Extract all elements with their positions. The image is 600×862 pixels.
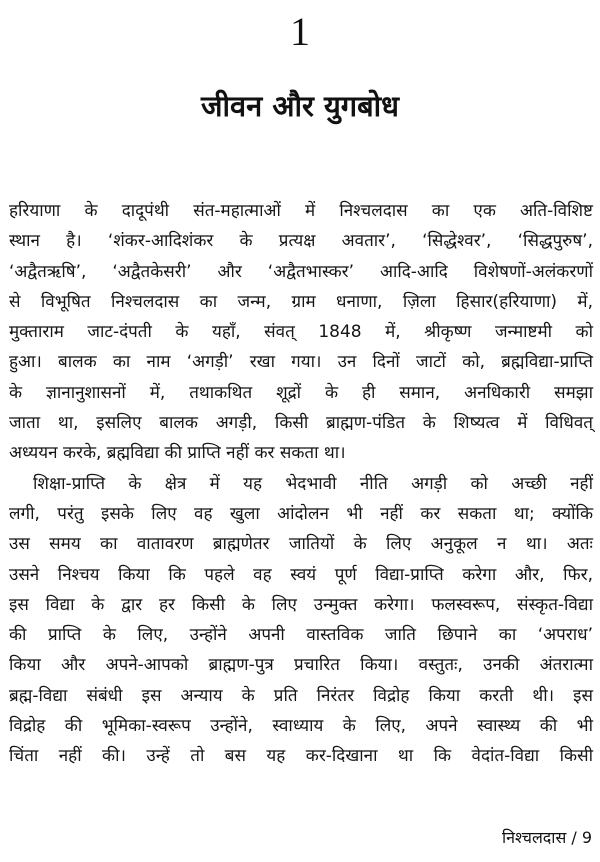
text-line: हरियाणा के दादूपंथी संत-महात्माओं में निश्चलदास का एक अति-विशिष्ट	[9, 201, 593, 221]
text-line: से विभूषित निश्चलदास का जन्म, ग्राम धनाणा, ज़िला हिसार(हरियाणा) में,	[9, 291, 593, 312]
text-line: की प्राप्ति के लिए, उन्होंने अपनी वास्तविक जाति छिपाने का ‘अपराध’	[9, 625, 593, 646]
text-line: विद्रोह की भूमिका-स्वरूप उन्होंने, स्वाध्याय के लिए, अपने स्वास्थ्य की भी	[9, 716, 593, 737]
text-line: इस विद्या के द्वार हर किसी के लिए उन्मुक्त करेगा। फलस्वरूप, संस्कृत-विद्या	[9, 594, 593, 615]
text-line: अध्ययन करके, ब्रह्मविद्या की प्राप्ति नहीं कर सकता था।	[9, 443, 346, 464]
text-line: हुआ। बालक का नाम ‘अगड़ी’ रखा गया। उन दिनों जाटों को, ब्रह्मविद्या-प्राप्ति	[9, 352, 593, 373]
text-line: उस समय का वातावरण ब्राह्मणेतर जातियों के लिए अनुकूल न था। अतः	[9, 534, 593, 555]
text-line: ‘अद्वैतऋषि’, ‘अद्वैतकेसरी’ और ‘अद्वैतभास्कर’ आदि-आदि विशेषणों-अलंकरणों	[9, 261, 593, 282]
text-line: मुक्ताराम जाट-दंपती के यहाँ, संवत् 1848 में, श्रीकृष्ण जन्माष्टमी को	[9, 322, 593, 343]
text-line: उसने निश्चय किया कि पहले वह स्वयं पूर्ण विद्या-प्राप्ति करेगा और, फिर,	[9, 564, 593, 585]
paragraph-2	[9, 469, 593, 772]
text-line: किया और अपने-आपको ब्राह्मण-पुत्र प्रचारित किया। वस्तुतः, उनकी अंतरात्मा	[9, 655, 593, 676]
body-text	[9, 196, 593, 772]
text-line: के ज्ञानानुशासनों में, तथाकथित शूद्रों के ही समान, अनधिकारी समझा	[9, 382, 593, 403]
text-line: स्थान है। ‘शंकर-आदिशंकर के प्रत्यक्ष अवतार’, ‘सिद्धेश्वर’, ‘सिद्धपुरुष’,	[9, 231, 593, 252]
text-line: चिंता नहीं की। उन्हें तो बस यह कर-दिखाना था कि वेदांत-विद्या किसी	[9, 746, 593, 767]
text-line: ब्रह्म-विद्या संबंधी इस अन्याय के प्रति निरंतर विद्रोह किया करती थी। इस	[9, 685, 593, 706]
chapter-number: 1	[290, 9, 310, 54]
chapter-title: जीवन और युगबोध	[200, 89, 400, 123]
text-line: जाता था, इसलिए बालक अगड़ी, किसी ब्राह्मण-पंडित के शिष्यत्व में विधिवत्	[9, 413, 593, 434]
text-line: शिक्षा-प्राप्ति के क्षेत्र में यह भेदभावी नीति अगड़ी को अच्छी नहीं	[33, 473, 593, 494]
paragraph-1	[9, 196, 593, 469]
text-line: लगी, परंतु इसके लिए वह खुला आंदोलन भी नहीं कर सकता था; क्योंकि	[9, 503, 593, 524]
running-footer: निश्चलदास / 9	[501, 828, 592, 847]
